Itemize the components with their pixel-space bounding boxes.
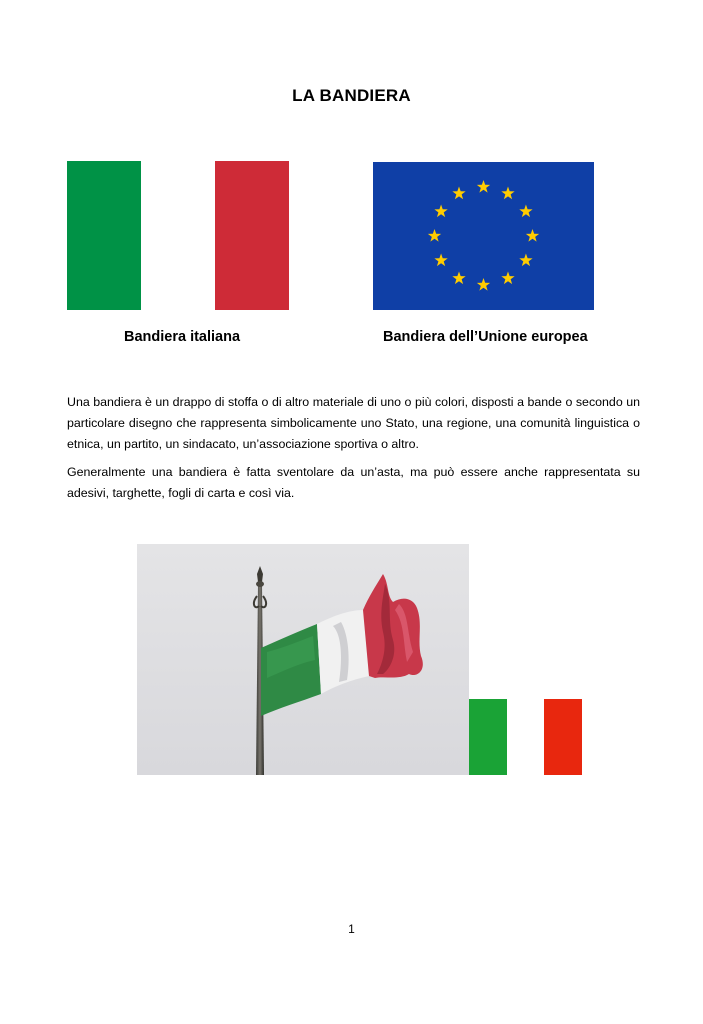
page-title: LA BANDIERA bbox=[292, 86, 411, 105]
waving-italian-flag-photo bbox=[137, 544, 469, 775]
italian-flag-caption: Bandiera italiana bbox=[124, 329, 241, 345]
eu-flag-icon bbox=[373, 162, 594, 310]
small-italian-flag-icon bbox=[469, 699, 582, 775]
page-number: 1 bbox=[348, 922, 355, 936]
paragraph-definition: Una bandiera è un drappo di stoffa o di altro materiale di uno o più colori, disposti a bande o secondo un particolare disegno che rappresenta simbolicamente uno Stato, una regione, una comunità linguistica o etnica, un partito, un sindacato, un’associazione sportiva o altro. bbox=[67, 395, 640, 451]
italian-flag-icon bbox=[67, 161, 289, 310]
eu-flag-caption: Bandiera dell’Unione europea bbox=[383, 329, 588, 345]
paragraph-usage: Generalmente una bandiera è fatta sventolare da un’asta, ma può essere anche rappresentata su adesivi, targhette, fogli di carta e così via. bbox=[67, 465, 640, 500]
